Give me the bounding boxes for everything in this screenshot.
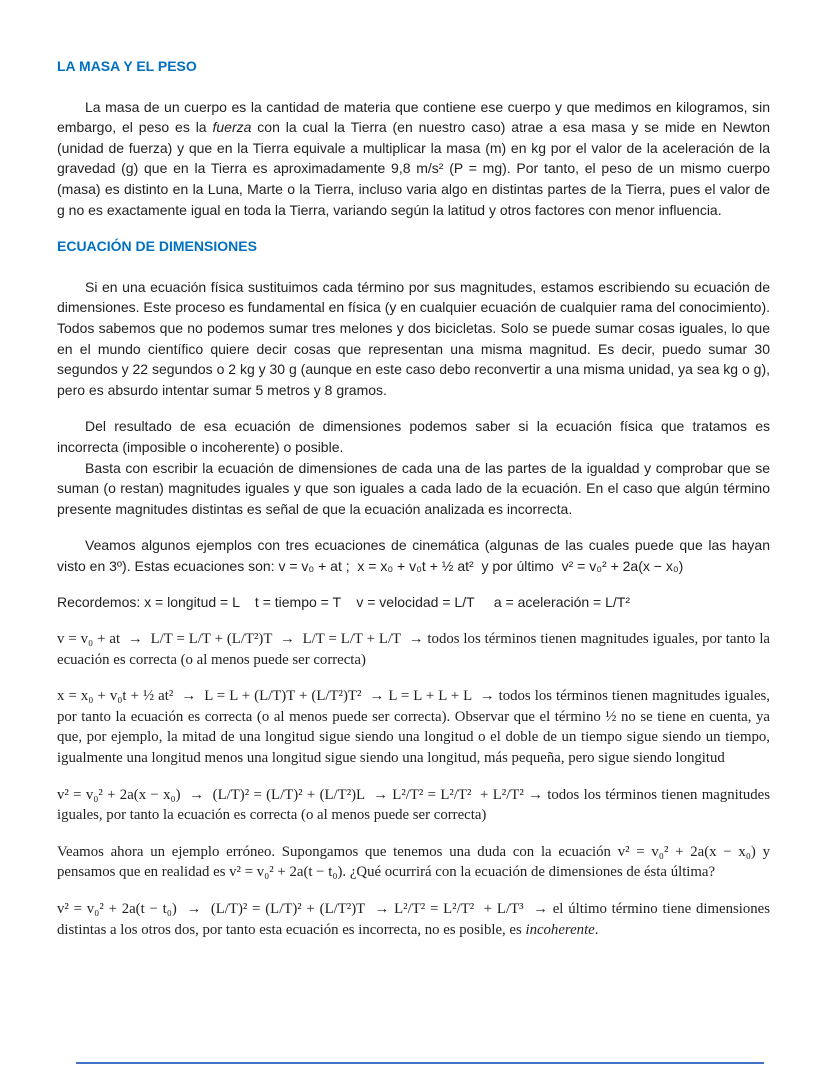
section-heading-ecuacion-dimensiones: ECUACIÓN DE DIMENSIONES bbox=[57, 238, 257, 255]
equation-line-velocidad: v = v₀ + at → L/T = L/T + (L/T²)T → L/T = L/T + L/T → todos los términos tienen magnitudes iguales, por tanto la ecuación es correcta (o al menos puede ser correcta) bbox=[57, 631, 770, 668]
paragraph-intro-dimensiones: Si en una ecuación física sustituimos cada término por sus magnitudes, estamos escribiendo su ecuación de dimensiones. Este proceso es fundamental en física (y en cualquier ecuación de cualquier rama del conocimiento). Todos sabemos que no podemos sumar tres melones y dos bicicletas. Solo se puede sumar cosas iguales, lo que en el mundo científico quiere decir cosas que representan una misma magnitud. Es decir, puedo sumar 30 segundos y 22 segundos o 2 kg y 30 g (aunque en este caso debo reconvertir a una misma unidad, ya sea kg o g), pero es absurdo intentar sumar 5 metros y 8 gramos. bbox=[57, 278, 770, 398]
paragraph-masa-peso: La masa de un cuerpo es la cantidad de materia que contiene ese cuerpo y que medimos en kilogramos, sin embargo, el peso es la fuerza con la cual la Tierra (en nuestro caso) atrae a esa masa y se mide en Newton (unidad de fuerza) y que en la Tierra equivale a multiplicar la masa (m) en kg por el valor de la aceleración de la gravedad (g) que en la Tierra es aproximadamente 9,8 m/s² (P = mg). Por tanto, el peso de un mismo cuerpo (masa) es distinto en la Luna, Marte o la Tierra, incluso varia algo en distintas partes de la Tierra, pues el valor de g no es exactamente igual en toda la Tierra, variando según la latitud y otros factores con menor influencia. bbox=[57, 98, 770, 218]
equation-line-velocidad-cuadrado: v² = v₀² + 2a(x − x₀) → (L/T)² = (L/T)² + (L/T²)L → L²/T² = L²/T² + L²/T² → todos los términos tienen magnitudes iguales, por tanto la ecuación es correcta (o al menos puede ser correcta) bbox=[57, 786, 770, 824]
section-heading-masa-peso: LA MASA Y EL PESO bbox=[57, 58, 197, 74]
paragraph-resultado: Del resultado de esa ecuación de dimensiones podemos saber si la ecuación física que tratamos es incorrecta (imposible o incoherente) o posible. bbox=[57, 418, 770, 455]
paragraph-ejemplo-erroneo: Veamos ahora un ejemplo erróneo. Supongamos que tenemos una duda con la ecuación v² = v₀² + 2a(x − x₀) y pensamos que en realidad es v² = v₀² + 2a(t − t₀). ¿Qué ocurrirá con la ecuación de dimensiones de ésta última? bbox=[57, 843, 770, 881]
paragraph-recordemos: Recordemos: x = longitud = L t = tiempo = T v = velocidad = L/T a = aceleración = L/T² bbox=[57, 594, 631, 611]
equation-line-erronea: v² = v₀² + 2a(t − t₀) → (L/T)² = (L/T)² + (L/T²)T → L²/T² = L²/T² + L/T³ → el último término tiene dimensiones distintas a los otros dos, por tanto esta ecuación es incorrecta, no es posible, es incoherente. bbox=[57, 901, 770, 938]
equation-line-posicion: x = x₀ + v₀t + ½ at² → L = L + (L/T)T + (L/T²)T² → L = L + L + L → todos los términos tienen magnitudes iguales, por tanto la ecuación es correcta (o al menos puede ser correcta). Observar que el término ½ no se tiene en cuenta, ya que, por ejemplo, la mitad de una longitud sigue siendo una longitud o el doble de un tiempo sigue siendo un tiempo, igualmente una longitud menos una longitud sigue siendo una longitud, más pequeña, pero sigue siendo longitud bbox=[57, 688, 770, 767]
page-border-bottom bbox=[76, 1062, 764, 1064]
paragraph-ejemplos-cinematica: Veamos algunos ejemplos con tres ecuaciones de cinemática (algunas de las cuales puede que las hayan visto en 3º). Estas ecuaciones son: v = v₀ + at ; x = x₀ + v₀t + ½ at² y por último v² = v₀² + 2a(x − x₀) bbox=[57, 537, 770, 574]
paragraph-comprobacion: Basta con escribir la ecuación de dimensiones de cada una de las partes de la igualdad y comprobar que se suman (o restan) magnitudes iguales y que son iguales a cada lado de la ecuación. En el caso que algún término presente magnitudes distintas es señal de que la ecuación analizada es incorrecta. bbox=[57, 459, 770, 517]
